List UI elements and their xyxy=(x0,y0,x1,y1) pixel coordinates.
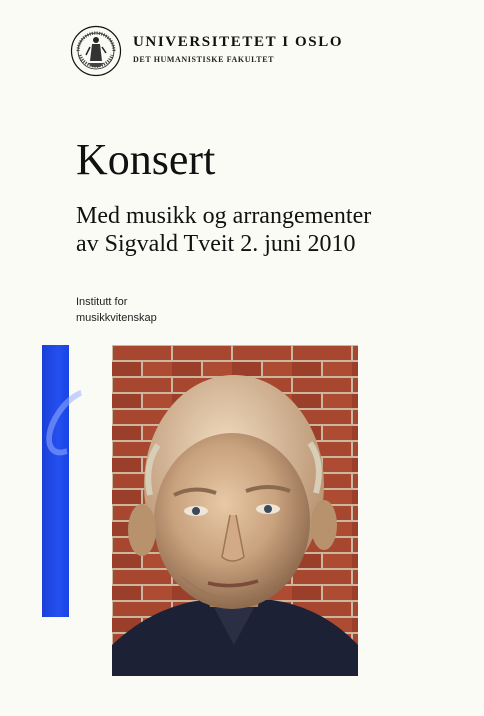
department-line-1: Institutt for xyxy=(76,296,128,308)
subtitle-line-2: av Sigvald Tveit 2. juni 2010 xyxy=(76,231,356,257)
faculty-name: DET HUMANISTISKE FAKULTET xyxy=(133,55,275,64)
blue-stripe xyxy=(42,345,69,617)
university-seal-icon xyxy=(70,25,122,77)
page-title: Konsert xyxy=(76,135,216,184)
portrait-photo xyxy=(112,345,358,676)
subtitle xyxy=(76,202,476,258)
department-line-2: musikkvitenskap xyxy=(76,312,157,324)
university-name: UNIVERSITETET I OSLO xyxy=(133,34,344,50)
department xyxy=(76,294,157,326)
subtitle-line-1: Med musikk og arrangementer xyxy=(76,203,372,229)
